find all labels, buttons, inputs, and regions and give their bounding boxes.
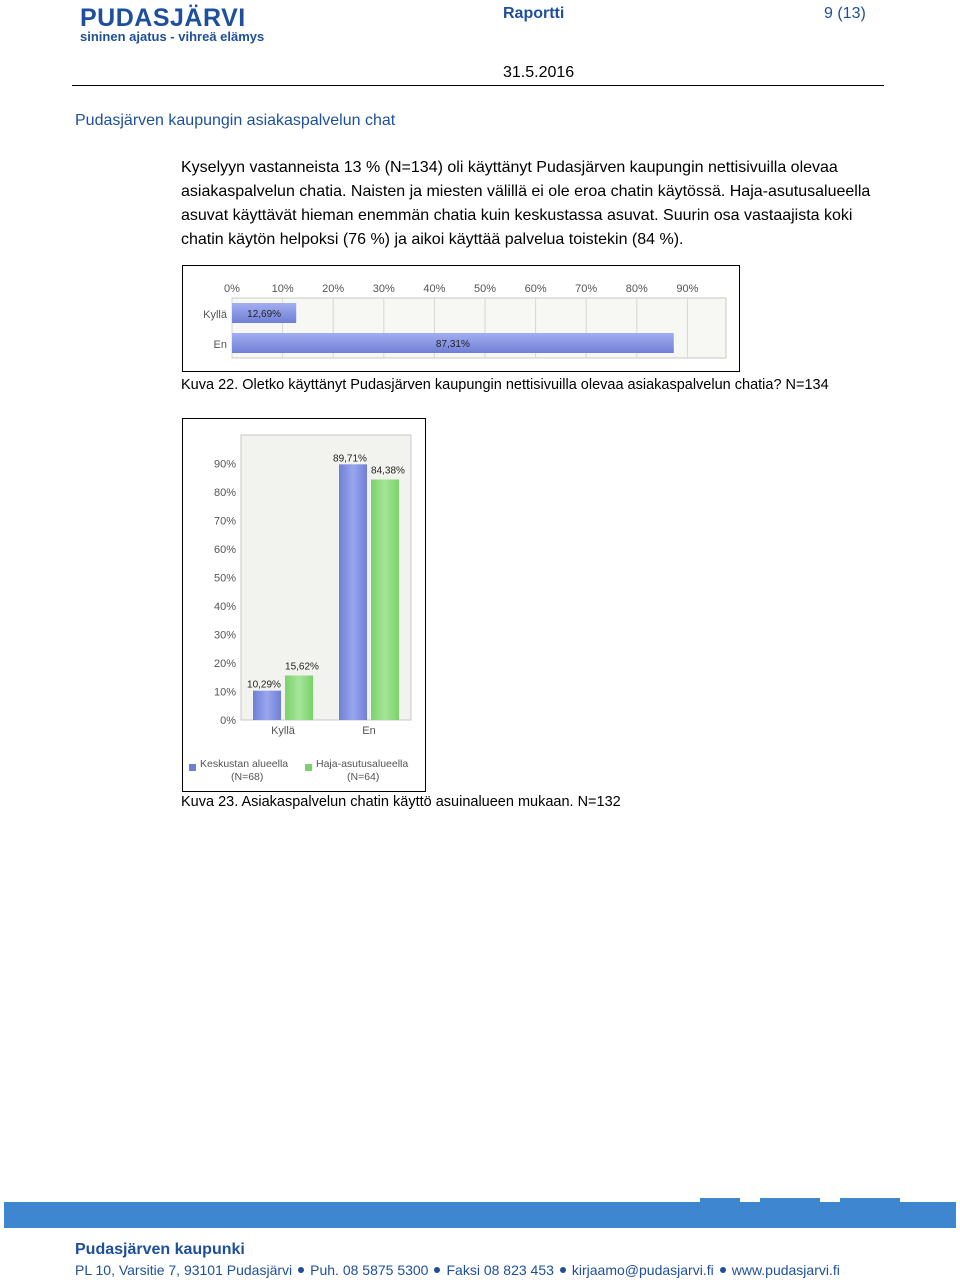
bullet-icon (298, 1267, 304, 1273)
category-label: En (362, 725, 376, 737)
x-tick-label: 60% (524, 283, 547, 295)
y-tick-label: 70% (213, 515, 236, 528)
page-number: 9 (13) (824, 5, 866, 22)
chart2-svg (183, 419, 424, 790)
report-date: 31.5.2016 (503, 64, 575, 81)
bullet-icon (434, 1267, 440, 1273)
legend-swatch (189, 764, 196, 771)
data-label: 84,38% (371, 465, 405, 477)
logo-title: PUDASJÄRVI (80, 4, 246, 32)
data-label: 87,31% (435, 339, 470, 350)
bullet-icon (720, 1267, 726, 1273)
footer-organization: Pudasjärven kaupunki (75, 1241, 245, 1258)
data-label: 10,29% (247, 679, 281, 691)
x-tick-label: 0% (224, 283, 240, 295)
legend-label: Haja-asutusalueella (316, 758, 409, 770)
data-label: 12,69% (247, 309, 282, 320)
footer-phone: Puh. 08 5875 5300 (310, 1262, 429, 1278)
legend-label: Keskustan alueella (200, 758, 289, 770)
header-divider (72, 85, 884, 86)
footer-contact-line (75, 1262, 840, 1278)
bar (339, 464, 367, 720)
chart1-svg (183, 266, 738, 370)
chart-usage-horizontal (182, 265, 740, 372)
category-label: Kyllä (271, 725, 295, 737)
x-tick-label: 70% (575, 283, 598, 295)
y-tick-label: 30% (213, 629, 236, 642)
logo-tagline: sininen ajatus - vihreä elämys (80, 29, 265, 44)
chart-usage-by-area (182, 418, 426, 792)
report-label: Raportti (503, 5, 565, 22)
bullet-icon (560, 1267, 566, 1273)
y-tick-label: 0% (220, 715, 236, 727)
x-tick-label: 30% (372, 283, 395, 295)
y-tick-label: 90% (213, 458, 236, 471)
footer-email[interactable]: kirjaamo@pudasjarvi.fi (571, 1262, 714, 1278)
figure-23-caption: Kuva 23. Asiakaspalvelun chatin käyttö asuinalueen mukaan. N=132 (181, 794, 621, 810)
x-tick-label: 90% (676, 283, 699, 295)
x-tick-label: 20% (322, 283, 345, 295)
y-tick-label: 50% (213, 572, 236, 585)
legend-swatch (305, 764, 312, 771)
footer-website[interactable]: www.pudasjarvi.fi (731, 1262, 840, 1278)
footer-fax: Faksi 08 823 453 (446, 1262, 554, 1278)
y-tick-label: 80% (213, 487, 236, 499)
section-heading: Pudasjärven kaupungin asiakaspalvelun chat (75, 112, 396, 129)
x-tick-label: 50% (473, 283, 497, 295)
x-tick-label: 80% (625, 283, 648, 295)
body-paragraph: Kyselyyn vastanneista 13 % (N=134) oli käyttänyt Pudasjärven kaupungin nettisivuilla olevaa asiakaspalvelun chatia. Naisten ja miesten välillä ei ole eroa chatin käytössä. Haja-asutusalueella asuvat käyttävät hieman enemmän chatia kuin keskustassa asuvat. Suurin osa vastaajista koki chatin käytön helpoksi (76 %) ja aikoi käyttää palvelua toistekin (84 %). (181, 159, 871, 248)
category-label: En (213, 339, 227, 351)
bar (253, 691, 281, 720)
bar (371, 480, 399, 720)
x-tick-label: 10% (271, 283, 294, 295)
legend-label: (N=68) (231, 771, 264, 783)
footer-address: PL 10, Varsitie 7, 93101 Pudasjärvi (75, 1262, 293, 1278)
y-tick-label: 40% (213, 601, 236, 613)
x-tick-label: 40% (423, 283, 446, 295)
legend-label: (N=64) (347, 771, 380, 783)
y-tick-label: 60% (213, 544, 236, 556)
footer-skyline-graphic (0, 1198, 960, 1230)
data-label: 89,71% (333, 453, 367, 465)
category-label: Kyllä (203, 309, 227, 321)
y-tick-label: 10% (213, 686, 236, 699)
figure-22-caption: Kuva 22. Oletko käyttänyt Pudasjärven kaupungin nettisivuilla olevaa asiakaspalvelun chatia? N=134 (181, 377, 829, 393)
data-label: 15,62% (285, 661, 319, 673)
bar (285, 675, 313, 720)
y-tick-label: 20% (213, 658, 236, 670)
